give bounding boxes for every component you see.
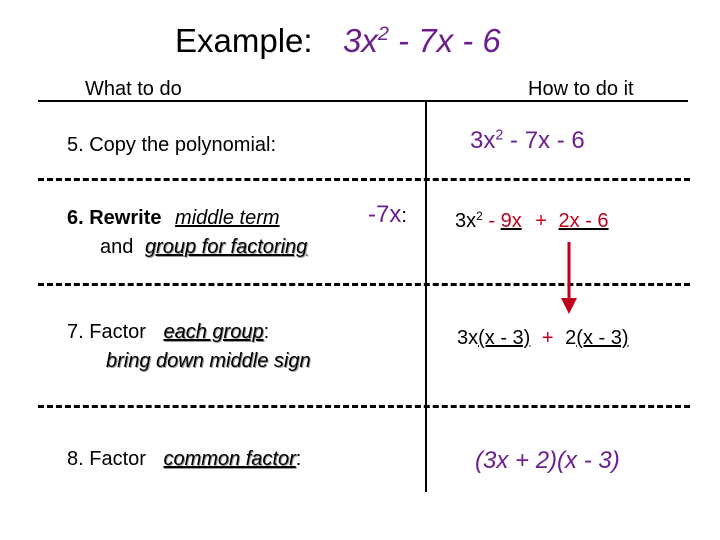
step8-phrase: common factor	[163, 448, 296, 470]
column-divider	[425, 100, 427, 492]
divider-step7	[38, 405, 690, 408]
step7-instruction: 7. Factor each group:	[67, 321, 270, 343]
header-what-to-do: What to do	[85, 78, 182, 100]
step6-instruction	[67, 207, 280, 230]
step6-term-phrase: middle term	[175, 207, 280, 229]
step8-result: (3x + 2)(x - 3)	[475, 447, 620, 474]
step6-group-phrase: group for factoring	[144, 236, 308, 258]
step7-instruction-line2: bring down middle sign	[106, 350, 311, 372]
divider-step6	[38, 283, 690, 286]
header-rule	[38, 100, 688, 102]
step6-num-word: 6. Rewrite	[67, 207, 162, 229]
header-how-to-do-it: How to do it	[528, 78, 634, 100]
step6-term-value: -7x:	[368, 201, 407, 228]
page-title	[175, 22, 501, 60]
step7-expression: 3x(x - 3) + 2(x - 3)	[457, 327, 629, 349]
title-expression: $3x^2 - 7x - 6$	[343, 22, 501, 59]
step5-polynomial: $3x^2 - 7x - 6$	[470, 127, 585, 154]
bring-down-arrow-icon	[557, 240, 581, 318]
step7-phrase: each group	[163, 321, 264, 343]
step6-instruction-line2: and group for factoring	[100, 236, 308, 258]
title-label: Example:	[175, 22, 313, 59]
divider-step5	[38, 178, 690, 181]
step8-instruction: 8. Factor common factor:	[67, 448, 302, 470]
step6-expression: $3x^2 - 9x + 2x - 6$	[455, 208, 609, 232]
step5-instruction: 5. Copy the polynomial:	[67, 134, 277, 156]
